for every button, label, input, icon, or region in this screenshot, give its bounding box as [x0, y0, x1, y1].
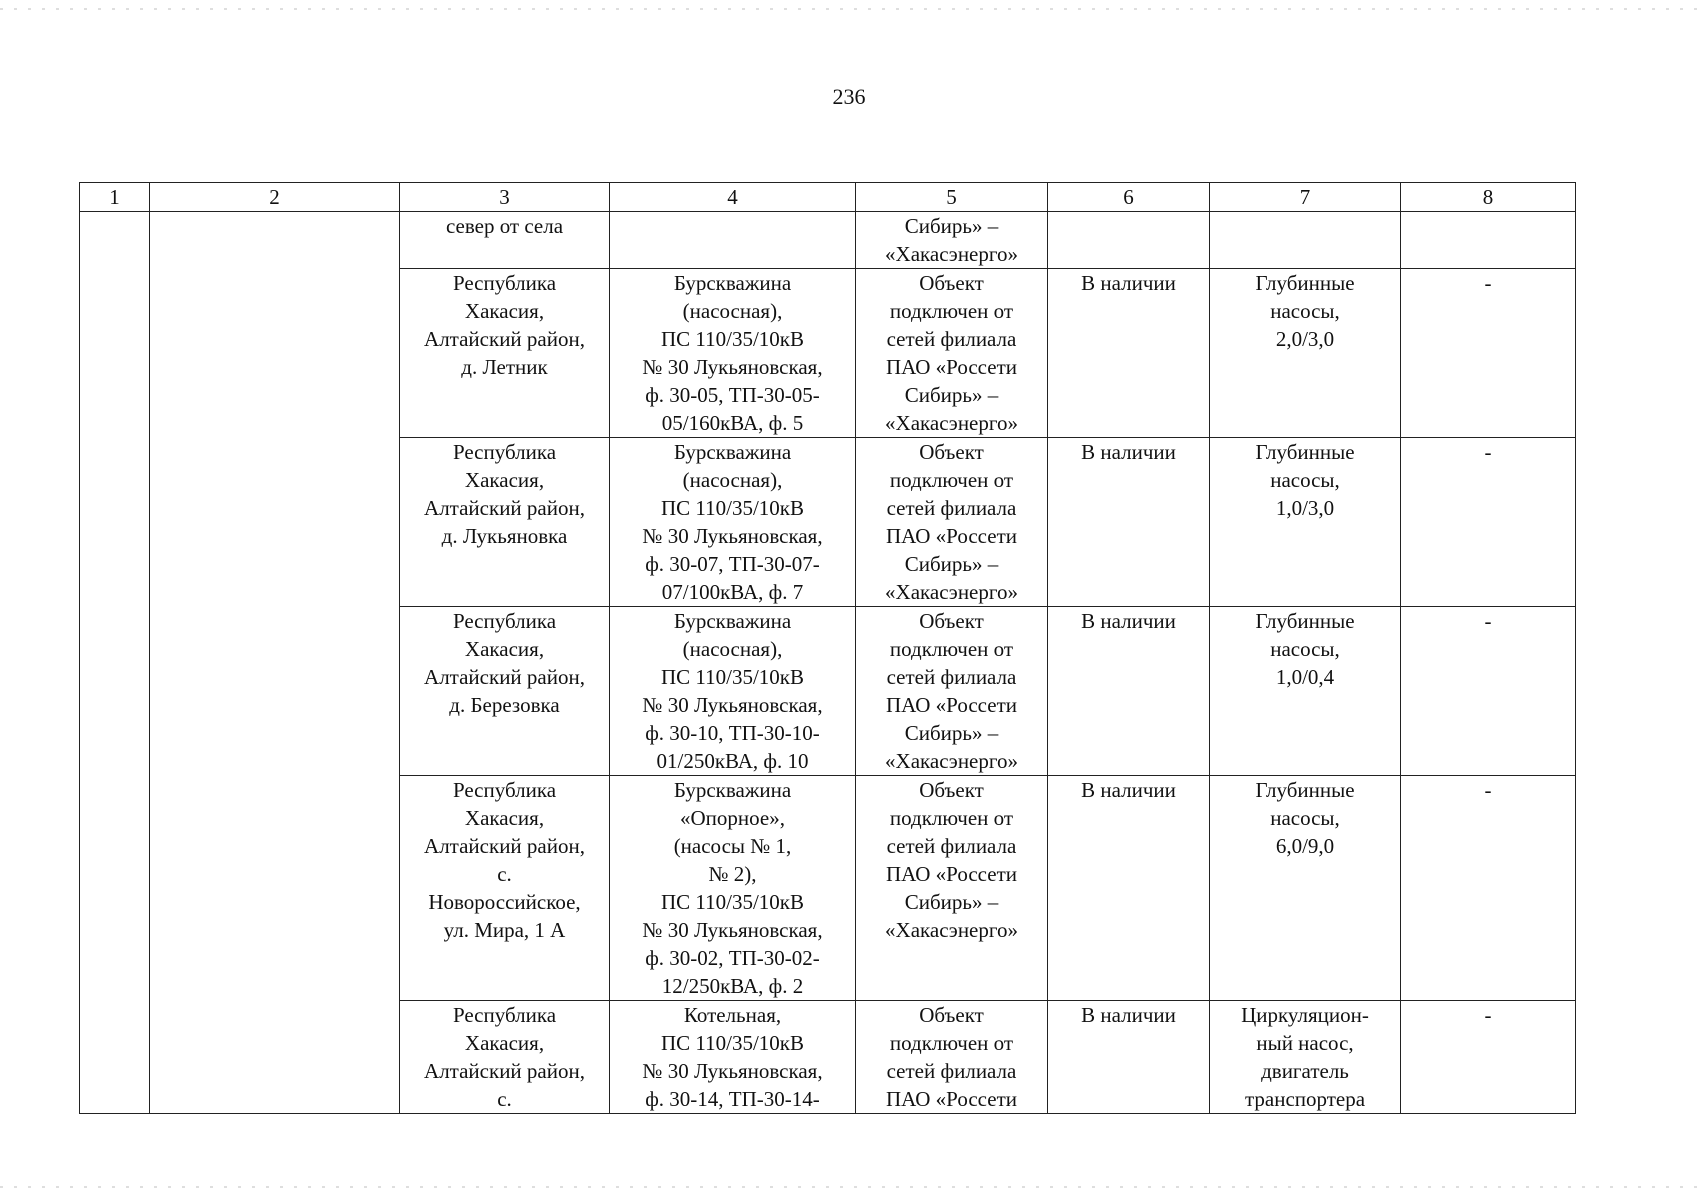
header-col-2: 2	[150, 183, 400, 212]
cell-text: -	[1484, 778, 1492, 802]
cell-object	[610, 269, 856, 438]
cell-text: Циркуляцион- ный насос, двигатель транспортера	[1241, 1003, 1369, 1111]
cell-connection	[856, 438, 1048, 607]
cell-text: Сибирь» – «Хакасэнерго»	[885, 214, 1018, 266]
cell-object	[610, 776, 856, 1001]
cell-text: В наличии	[1081, 1003, 1176, 1027]
cell-object	[610, 607, 856, 776]
cell-equipment	[1210, 776, 1401, 1001]
cell-equipment	[1210, 438, 1401, 607]
cell-connection	[856, 212, 1048, 269]
cell-connection	[856, 607, 1048, 776]
cell-availability	[1048, 1001, 1210, 1114]
cell-text: Республика Хакасия, Алтайский район, д. Березовка	[424, 609, 585, 717]
cell-text: Бурскважина (насосная), ПС 110/35/10кВ № 30 Лукьяновская, ф. 30-07, ТП-30-07- 07/100кВА, ф. 7	[642, 440, 823, 604]
cell-text: Объект подключен от сетей филиала ПАО «Россети Сибирь» – «Хакасэнерго»	[885, 778, 1018, 942]
cell-object	[610, 1001, 856, 1114]
cell-availability	[1048, 776, 1210, 1001]
cell-location	[400, 607, 610, 776]
header-col-8: 8	[1401, 183, 1576, 212]
cell-text: Бурскважина (насосная), ПС 110/35/10кВ № 30 Лукьяновская, ф. 30-10, ТП-30-10- 01/250кВА, ф. 10	[642, 609, 823, 773]
cell-text: Республика Хакасия, Алтайский район, с. Новороссийское, ул. Мира, 1 А	[424, 778, 585, 942]
cell-equipment	[1210, 1001, 1401, 1114]
cell-note	[1401, 269, 1576, 438]
header-col-4: 4	[610, 183, 856, 212]
cell-text: Котельная, ПС 110/35/10кВ № 30 Лукьяновская, ф. 30-14, ТП-30-14-	[642, 1003, 823, 1111]
cell-availability	[1048, 438, 1210, 607]
cell-text: Глубинные насосы, 2,0/3,0	[1255, 271, 1355, 351]
cell-text: Глубинные насосы, 1,0/3,0	[1255, 440, 1355, 520]
cell-text: -	[1484, 440, 1492, 464]
header-col-1: 1	[80, 183, 150, 212]
cell-object	[610, 212, 856, 269]
cell-note	[1401, 607, 1576, 776]
page-number: 236	[832, 84, 866, 109]
cell-note	[1401, 776, 1576, 1001]
cell-note	[1401, 212, 1576, 269]
cell-text: В наличии	[1081, 778, 1176, 802]
cell-text: -	[1484, 1003, 1492, 1027]
cell-text: Объект подключен от сетей филиала ПАО «Россети	[885, 1003, 1017, 1111]
cell-text: В наличии	[1081, 440, 1176, 464]
cell-text: Объект подключен от сетей филиала ПАО «Россети Сибирь» – «Хакасэнерго»	[885, 440, 1018, 604]
cell-connection	[856, 269, 1048, 438]
cell-col-1	[80, 212, 150, 1114]
cell-availability	[1048, 212, 1210, 269]
header-col-7: 7	[1210, 183, 1401, 212]
scan-artifact-top	[0, 8, 1698, 10]
cell-text: Глубинные насосы, 6,0/9,0	[1255, 778, 1355, 858]
header-row	[80, 183, 1576, 212]
table-body	[80, 212, 1576, 1114]
cell-location	[400, 212, 610, 269]
header-col-3: 3	[400, 183, 610, 212]
table-row	[80, 212, 1576, 269]
cell-text: В наличии	[1081, 271, 1176, 295]
cell-text: Бурскважина «Опорное», (насосы № 1, № 2), ПС 110/35/10кВ № 30 Лукьяновская, ф. 30-02, ТП-30-02- 12/250кВА, ф. 2	[642, 778, 823, 998]
scan-artifact-bottom	[0, 1186, 1698, 1188]
cell-col-2	[150, 212, 400, 1114]
cell-text: Объект подключен от сетей филиала ПАО «Россети Сибирь» – «Хакасэнерго»	[885, 271, 1018, 435]
cell-text: Глубинные насосы, 1,0/0,4	[1255, 609, 1355, 689]
cell-note	[1401, 1001, 1576, 1114]
cell-object	[610, 438, 856, 607]
cell-equipment	[1210, 607, 1401, 776]
header-col-6: 6	[1048, 183, 1210, 212]
cell-text: -	[1484, 271, 1492, 295]
cell-location	[400, 1001, 610, 1114]
data-table	[79, 182, 1576, 1114]
cell-text: В наличии	[1081, 609, 1176, 633]
cell-note	[1401, 438, 1576, 607]
cell-text: Бурскважина (насосная), ПС 110/35/10кВ № 30 Лукьяновская, ф. 30-05, ТП-30-05- 05/160кВА, ф. 5	[642, 271, 823, 435]
header-col-5: 5	[856, 183, 1048, 212]
cell-connection	[856, 1001, 1048, 1114]
cell-location	[400, 269, 610, 438]
cell-location	[400, 776, 610, 1001]
cell-text: -	[1484, 609, 1492, 633]
cell-connection	[856, 776, 1048, 1001]
cell-availability	[1048, 607, 1210, 776]
cell-availability	[1048, 269, 1210, 438]
cell-text: Республика Хакасия, Алтайский район, с.	[424, 1003, 585, 1111]
table-header	[80, 183, 1576, 212]
cell-text: север от села	[445, 214, 564, 238]
cell-equipment	[1210, 212, 1401, 269]
cell-equipment	[1210, 269, 1401, 438]
cell-text: Республика Хакасия, Алтайский район, д. Лукьяновка	[424, 440, 585, 548]
cell-location	[400, 438, 610, 607]
cell-text: Республика Хакасия, Алтайский район, д. Летник	[424, 271, 585, 379]
cell-text: Объект подключен от сетей филиала ПАО «Россети Сибирь» – «Хакасэнерго»	[885, 609, 1018, 773]
